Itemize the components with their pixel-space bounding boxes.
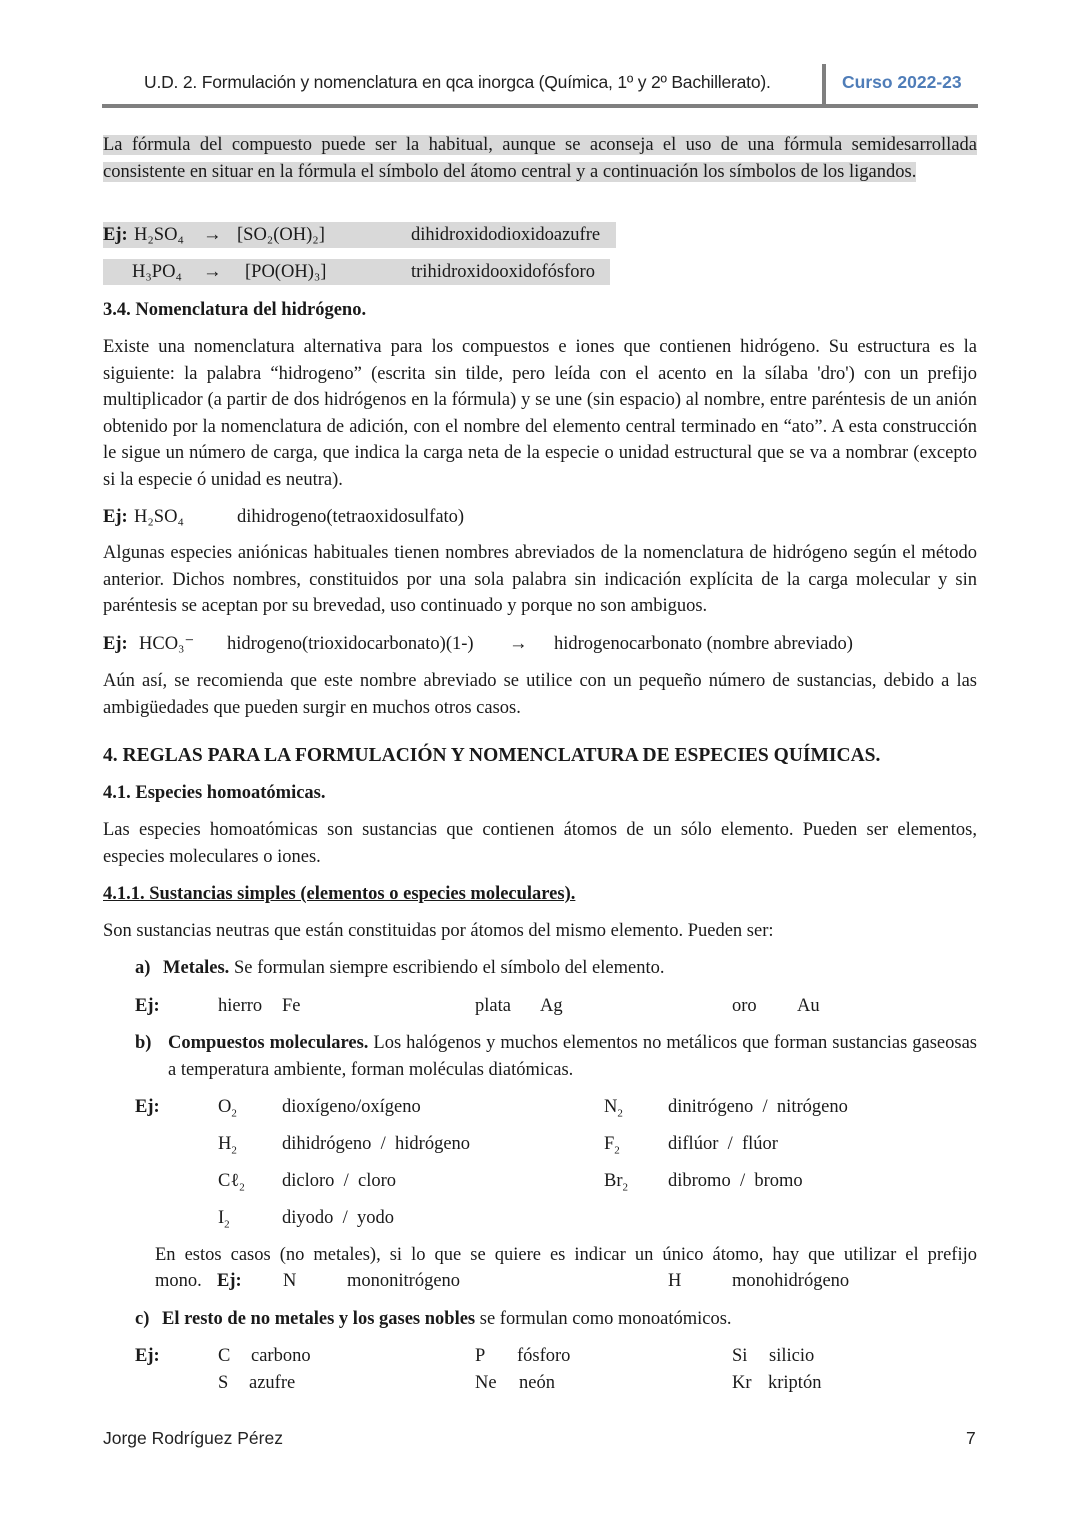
name-i2: diyodo / yodo <box>282 1208 395 1228</box>
intro-paragraph: La fórmula del compuesto puede ser la habitual, aunque se aconseja el uso de una fórmula semidesarrollada consistente en situar en la fórmula el símbolo del átomo central y a continuación los símbolos de los ligandos. <box>103 135 977 182</box>
item-b-ej-label: Ej: <box>135 1097 160 1117</box>
footer-author: Jorge Rodríguez Pérez <box>103 1428 283 1448</box>
formula-i2: $I_2$ <box>218 1208 230 1231</box>
section-4-1-paragraph: Las especies homoatómicas son sustancias que contienen átomos de un sólo elemento. Pueden ser elementos, especies moleculares o iones. <box>103 820 977 867</box>
name-f2: diflúor / flúor <box>668 1134 778 1154</box>
name-n2: dinitrógeno / nitrógeno <box>668 1097 848 1117</box>
section-4-1-1-heading: 4.1.1. Sustancias simples (elementos o especies moleculares). <box>103 884 576 904</box>
formula-o2: $O_2$ <box>218 1097 237 1120</box>
section-3-4-paragraph-1: Existe una nomenclatura alternativa para los compuestos e iones que contienen hidrógeno. Su estructura es la siguiente: la palabra “hidrogeno” (escrita sin tilde, pero leída con el acento en la sílaba 'dro') con un prefijo multiplicador (a partir de dos hidrógenos en la fórmula) y se une (sin espacio) al nombre, entre paréntesis de un anión obtenido por la nomenclatura de adición, con el nombre del elemento central terminado en “ato”. A esta construcción le sigue un número de carga, que indica la carga neta de la especie o unidad estructural que se va a nombrar (excepto si la especie ó unidad es neutra). <box>103 337 977 490</box>
item-b-note: En estos casos (no metales), si lo que se quiere es indicar un único átomo, hay que utilizar el prefijo <box>155 1245 977 1265</box>
item-b-marker: b) <box>135 1033 152 1053</box>
section-3-4-paragraph-2: Algunas especies aniónicas habituales tienen nombres abreviados de la nomenclatura de hidrógeno según el método anterior. Dichos nombres, constituidos por una sola palabra sin indicación explícita de la carga molecular y sin paréntesis se aceptan por su brevedad, uso continuado y porque no son ambiguos. <box>103 543 977 616</box>
name-h2: dihidrógeno / hidrógeno <box>282 1134 471 1154</box>
item-c: c) El resto de no metales y los gases nobles se formulan como monoatómicos. <box>135 1309 732 1329</box>
page-header <box>102 62 978 108</box>
section-4-1-1-intro: Son sustancias neutras que están constituidas por átomos del mismo elemento. Pueden ser: <box>103 921 774 941</box>
name-o2: dioxígeno/oxígeno <box>282 1097 421 1117</box>
course-label: Curso 2022-23 <box>842 72 962 92</box>
intro-example-row-1: Ej: H₂SO₄ → [SO₂(OH)₂] dihidroxidodioxidoazufre <box>103 222 616 248</box>
document-title: U.D. 2. Formulación y nomenclatura en qca inorgca (Química, 1º y 2º Bachillerato). <box>144 72 771 92</box>
name-cl2: dicloro / cloro <box>282 1171 397 1191</box>
section-4-heading: 4. REGLAS PARA LA FORMULACIÓN Y NOMENCLATURA DE ESPECIES QUÍMICAS. <box>103 745 881 766</box>
formula-h2: $H_2$ <box>218 1134 237 1157</box>
section-3-4-paragraph-3: Aún así, se recomienda que este nombre abreviado se utilice con un pequeño número de sustancias, debido a las ambigüedades que pueden surgir en muchos otros casos. <box>103 671 977 718</box>
item-c-examples: Ej: C carbono P fósforo Si silicio S azufre Ne neón Kr kriptón <box>135 1346 822 1393</box>
formula-br2: $Br_2$ <box>604 1171 628 1194</box>
header-rule <box>102 104 978 108</box>
section-4-1-heading: 4.1. Especies homoatómicas. <box>103 783 326 803</box>
header-divider <box>822 64 826 106</box>
page-number: 7 <box>966 1428 976 1448</box>
item-b: Compuestos moleculares. Los halógenos y muchos elementos no metálicos que forman sustancias gaseosas a temperatura ambiente, forman moléculas diatómicas. <box>168 1033 977 1080</box>
section-3-4-heading: 3.4. Nomenclatura del hidrógeno. <box>103 300 367 320</box>
formula-f2: $F_2$ <box>604 1134 620 1157</box>
intro-example-row-2: H₃PO₄ → [PO(OH)₃] trihidroxidooxidofósforo <box>103 259 610 285</box>
formula-n2: $N_2$ <box>604 1097 623 1120</box>
item-a: a) Metales. Se formulan siempre escribiendo el símbolo del elemento. <box>135 958 665 978</box>
formula-cl2: Cℓ$_2$ <box>218 1171 245 1194</box>
name-br2: dibromo / bromo <box>668 1171 803 1191</box>
